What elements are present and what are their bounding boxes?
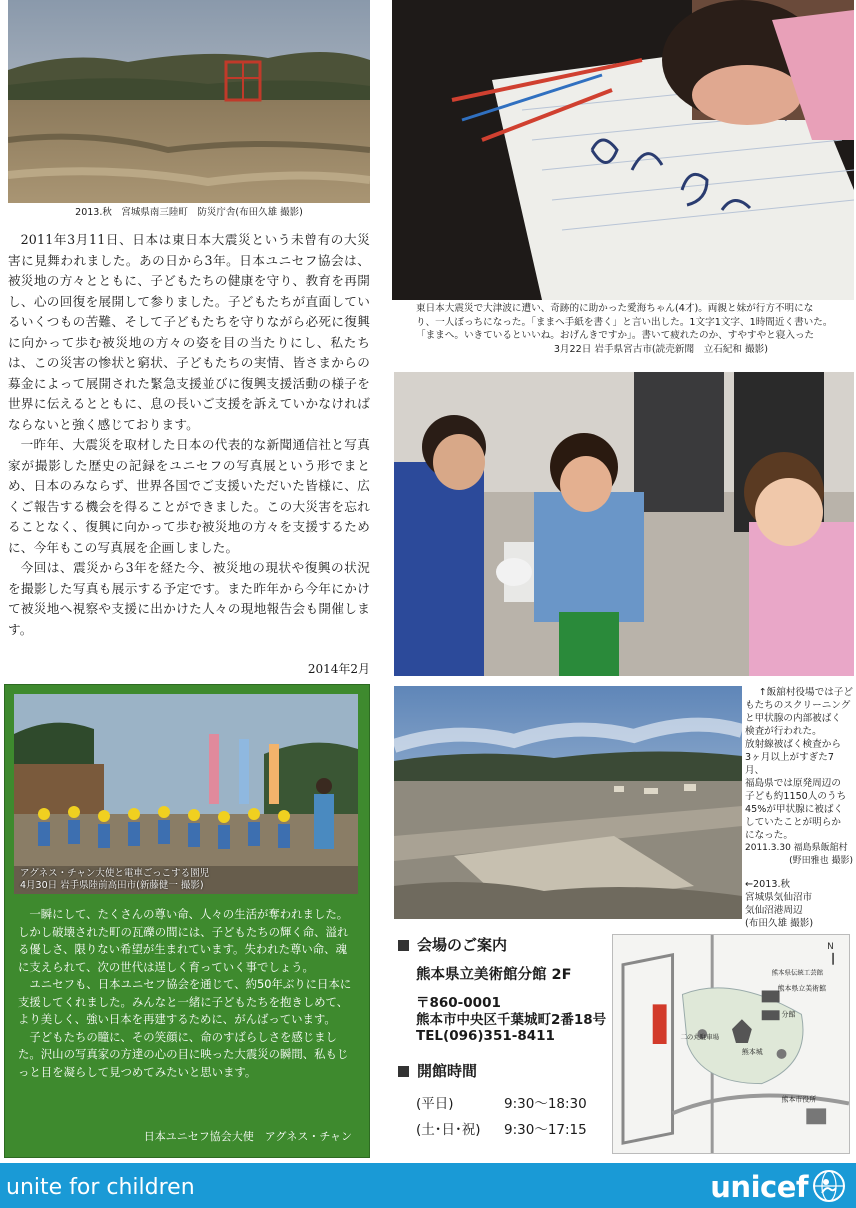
- hours-label: (平日): [416, 1096, 454, 1112]
- map-label-castle: 熊本城: [741, 1047, 763, 1056]
- hours-heading: 開館時間: [398, 1060, 477, 1081]
- caption-line: もたちのスクリーニング: [745, 700, 851, 711]
- caption-credit: 3月22日 岩手県宮古市(読売新聞 立石紀和 撮影): [553, 343, 768, 355]
- venue-postal: 〒860-0001: [416, 995, 501, 1011]
- caption-line: 子ども約1150人のうち: [745, 791, 847, 802]
- photo-caption-line: 4月30日 岩手県陸前高田市(新藤健一 撮影): [20, 880, 204, 891]
- map-label-art-museum: 熊本県立美術館: [777, 984, 827, 993]
- map-label-ninomaru: 二の丸駐車場: [680, 1033, 720, 1042]
- hours-time: 9:30～18:30: [504, 1096, 587, 1112]
- hours-label: (土･日･祝): [416, 1122, 481, 1138]
- caption-line: (布田久雄 撮影): [745, 918, 814, 929]
- hours-time: 9:30～17:15: [504, 1122, 587, 1138]
- photo-caption: 2013.秋 宮城県南三陸町 防災庁舎(布田久雄 撮影): [75, 207, 303, 218]
- photo-girl-writing-letter: [392, 0, 854, 300]
- caption-line: 福島県では原発周辺の: [745, 778, 841, 789]
- ambassador-message: [18, 906, 356, 1081]
- photo-kesennuma-port: [394, 686, 742, 919]
- photo-minamisanriku-disaster-office: [8, 0, 370, 203]
- caption-credit: 2011.3.30 福島県飯舘村: [745, 843, 848, 853]
- article-date: 2014年2月: [307, 662, 370, 676]
- article-body: [8, 230, 370, 640]
- article-paragraph: 一昨年、大震災を取材した日本の代表的な新聞通信社と写真家が撮影した歴史の記録をユニセフの写真展という形でまとめ、日本のみならず、世界各国でご支援いただいた皆様に、広くご報告する機会を得ることができました。この大災害を忘れることなく、復興に向かって歩む被災地の方々を支援するために、今年もこの写真展を企画しました。: [8, 437, 370, 555]
- footer-slogan: unite for children: [6, 1175, 195, 1200]
- ambassador-signature: 日本ユニセフ協会大使 アグネス・チャン: [143, 1130, 352, 1143]
- square-bullet-icon: [398, 1066, 409, 1077]
- north-label: N: [827, 941, 834, 952]
- photo-agnes-chan-train-game: [14, 694, 358, 894]
- access-map: [612, 934, 850, 1154]
- caption-line: 検査が行われた。: [745, 726, 822, 737]
- venue-street: 熊本市中央区千葉城町2番18号: [416, 1011, 607, 1028]
- caption-line: ←2013.秋: [745, 879, 791, 890]
- venue-heading: 会場のご案内: [398, 934, 507, 955]
- caption-line: 放射線被ばく検査から: [745, 739, 841, 750]
- caption-line: 45%が甲状腺に被ばく: [745, 804, 844, 815]
- caption-line: 3ヶ月以上がすぎた7月、: [745, 752, 834, 776]
- photo-caption-block: [416, 302, 852, 356]
- caption-line: になった。: [745, 830, 793, 841]
- photo-caption-line: アグネス・チャン大使と電車ごっこする園児: [20, 868, 210, 879]
- venue-name: 熊本県立美術館分館 2F: [416, 967, 572, 983]
- side-caption-block: [745, 686, 853, 930]
- article-paragraph: 今回は、震災から3年を経た今、被災地の現状や復興の状況を撮影した写真も展示する予定です。また昨年から今年にかけて被災地へ視察や支援に出かけた人々の現地報告会も開催します。: [8, 560, 370, 637]
- caption-line: 気仙沼港周辺: [745, 905, 803, 916]
- caption-line: と甲状腺の内部被ばく: [745, 713, 841, 724]
- hours-weekend: [416, 1118, 587, 1138]
- caption-line: り、一人ぼっちになった。「ままへ手紙を書く」と言い出した。1文字1文字、1時間近く書いた。: [416, 316, 833, 328]
- message-paragraph: 一瞬にして、たくさんの尊い命、人々の生活が奪われました。しかし破壊された町の瓦礫の間には、子どもたちの輝く命、溢れる優しさ、限りない希望が生まれています。失われた尊い命、魂に支えられて、次の世代は逞しく育っていく事でしょう。: [18, 907, 349, 974]
- unicef-globe-icon: [812, 1169, 846, 1203]
- photo-child-radiation-screening: [394, 372, 854, 676]
- message-paragraph: ユニセフも、日本ユニセフ協会を通じて、約50年ぶりに日本に支援してくれました。みんなと一緒に子どもたちを抱きしめて、より美しく、強い日本を再建するために、がんばっています。: [18, 977, 352, 1026]
- message-paragraph: 子どもたちの瞳に、その笑顔に、命のすばらしさを感じました。沢山の写真家の方達の心の目に映った大震災の瞬間、私もじっと目を凝らして見つめてみたいと思います。: [18, 1029, 349, 1079]
- caption-line: 宮城県気仙沼市: [745, 892, 813, 903]
- article-paragraph: 2011年3月11日、日本は東日本大震災という未曾有の大災害に見舞われました。あの日から3年。日本ユニセフ協会は、被災地の方々とともに、子どもたちの健康を守り、教育を再開し、心の回復を展開して参りました。子どもたちが直面しているいくつもの苦難、そして子どもたちを守りながら必死に復興に向かって歩む被災地の方々の姿を目の当たりにし、私たちは、この災害の惨状と窮状、子どもたちの実情、皆さまからの募金によって展開された緊急支援並びに復興支援活動の様子を世界に伝えるとともに、息の長いご支援を訴えていかなければならないと強く感じております。: [8, 232, 370, 432]
- caption-line: 「ままへ。いきているといいね。おげんきですか」。書いて疲れたのか、すやすやと寝入った: [416, 330, 815, 341]
- map-label-crafts: 熊本県伝統工芸館: [771, 968, 824, 977]
- map-label-annex: 分館: [781, 1010, 796, 1019]
- unicef-logo-text: unicef: [710, 1170, 808, 1204]
- hours-weekday: [416, 1092, 587, 1112]
- caption-line: していたことが明らか: [745, 817, 841, 828]
- venue-address: [416, 995, 606, 1045]
- square-bullet-icon: [398, 940, 409, 951]
- caption-line: ↑飯舘村役場では子ど: [758, 687, 853, 698]
- venue-tel: TEL(096)351-8411: [416, 1028, 555, 1044]
- map-label-city-hall: 熊本市役所: [781, 1095, 817, 1104]
- caption-line: 東日本大震災で大津波に遭い、奇跡的に助かった愛海ちゃん(4才)。両親と妹が行方不明にな: [416, 303, 814, 314]
- caption-credit: (野田雅也 撮影): [789, 856, 853, 866]
